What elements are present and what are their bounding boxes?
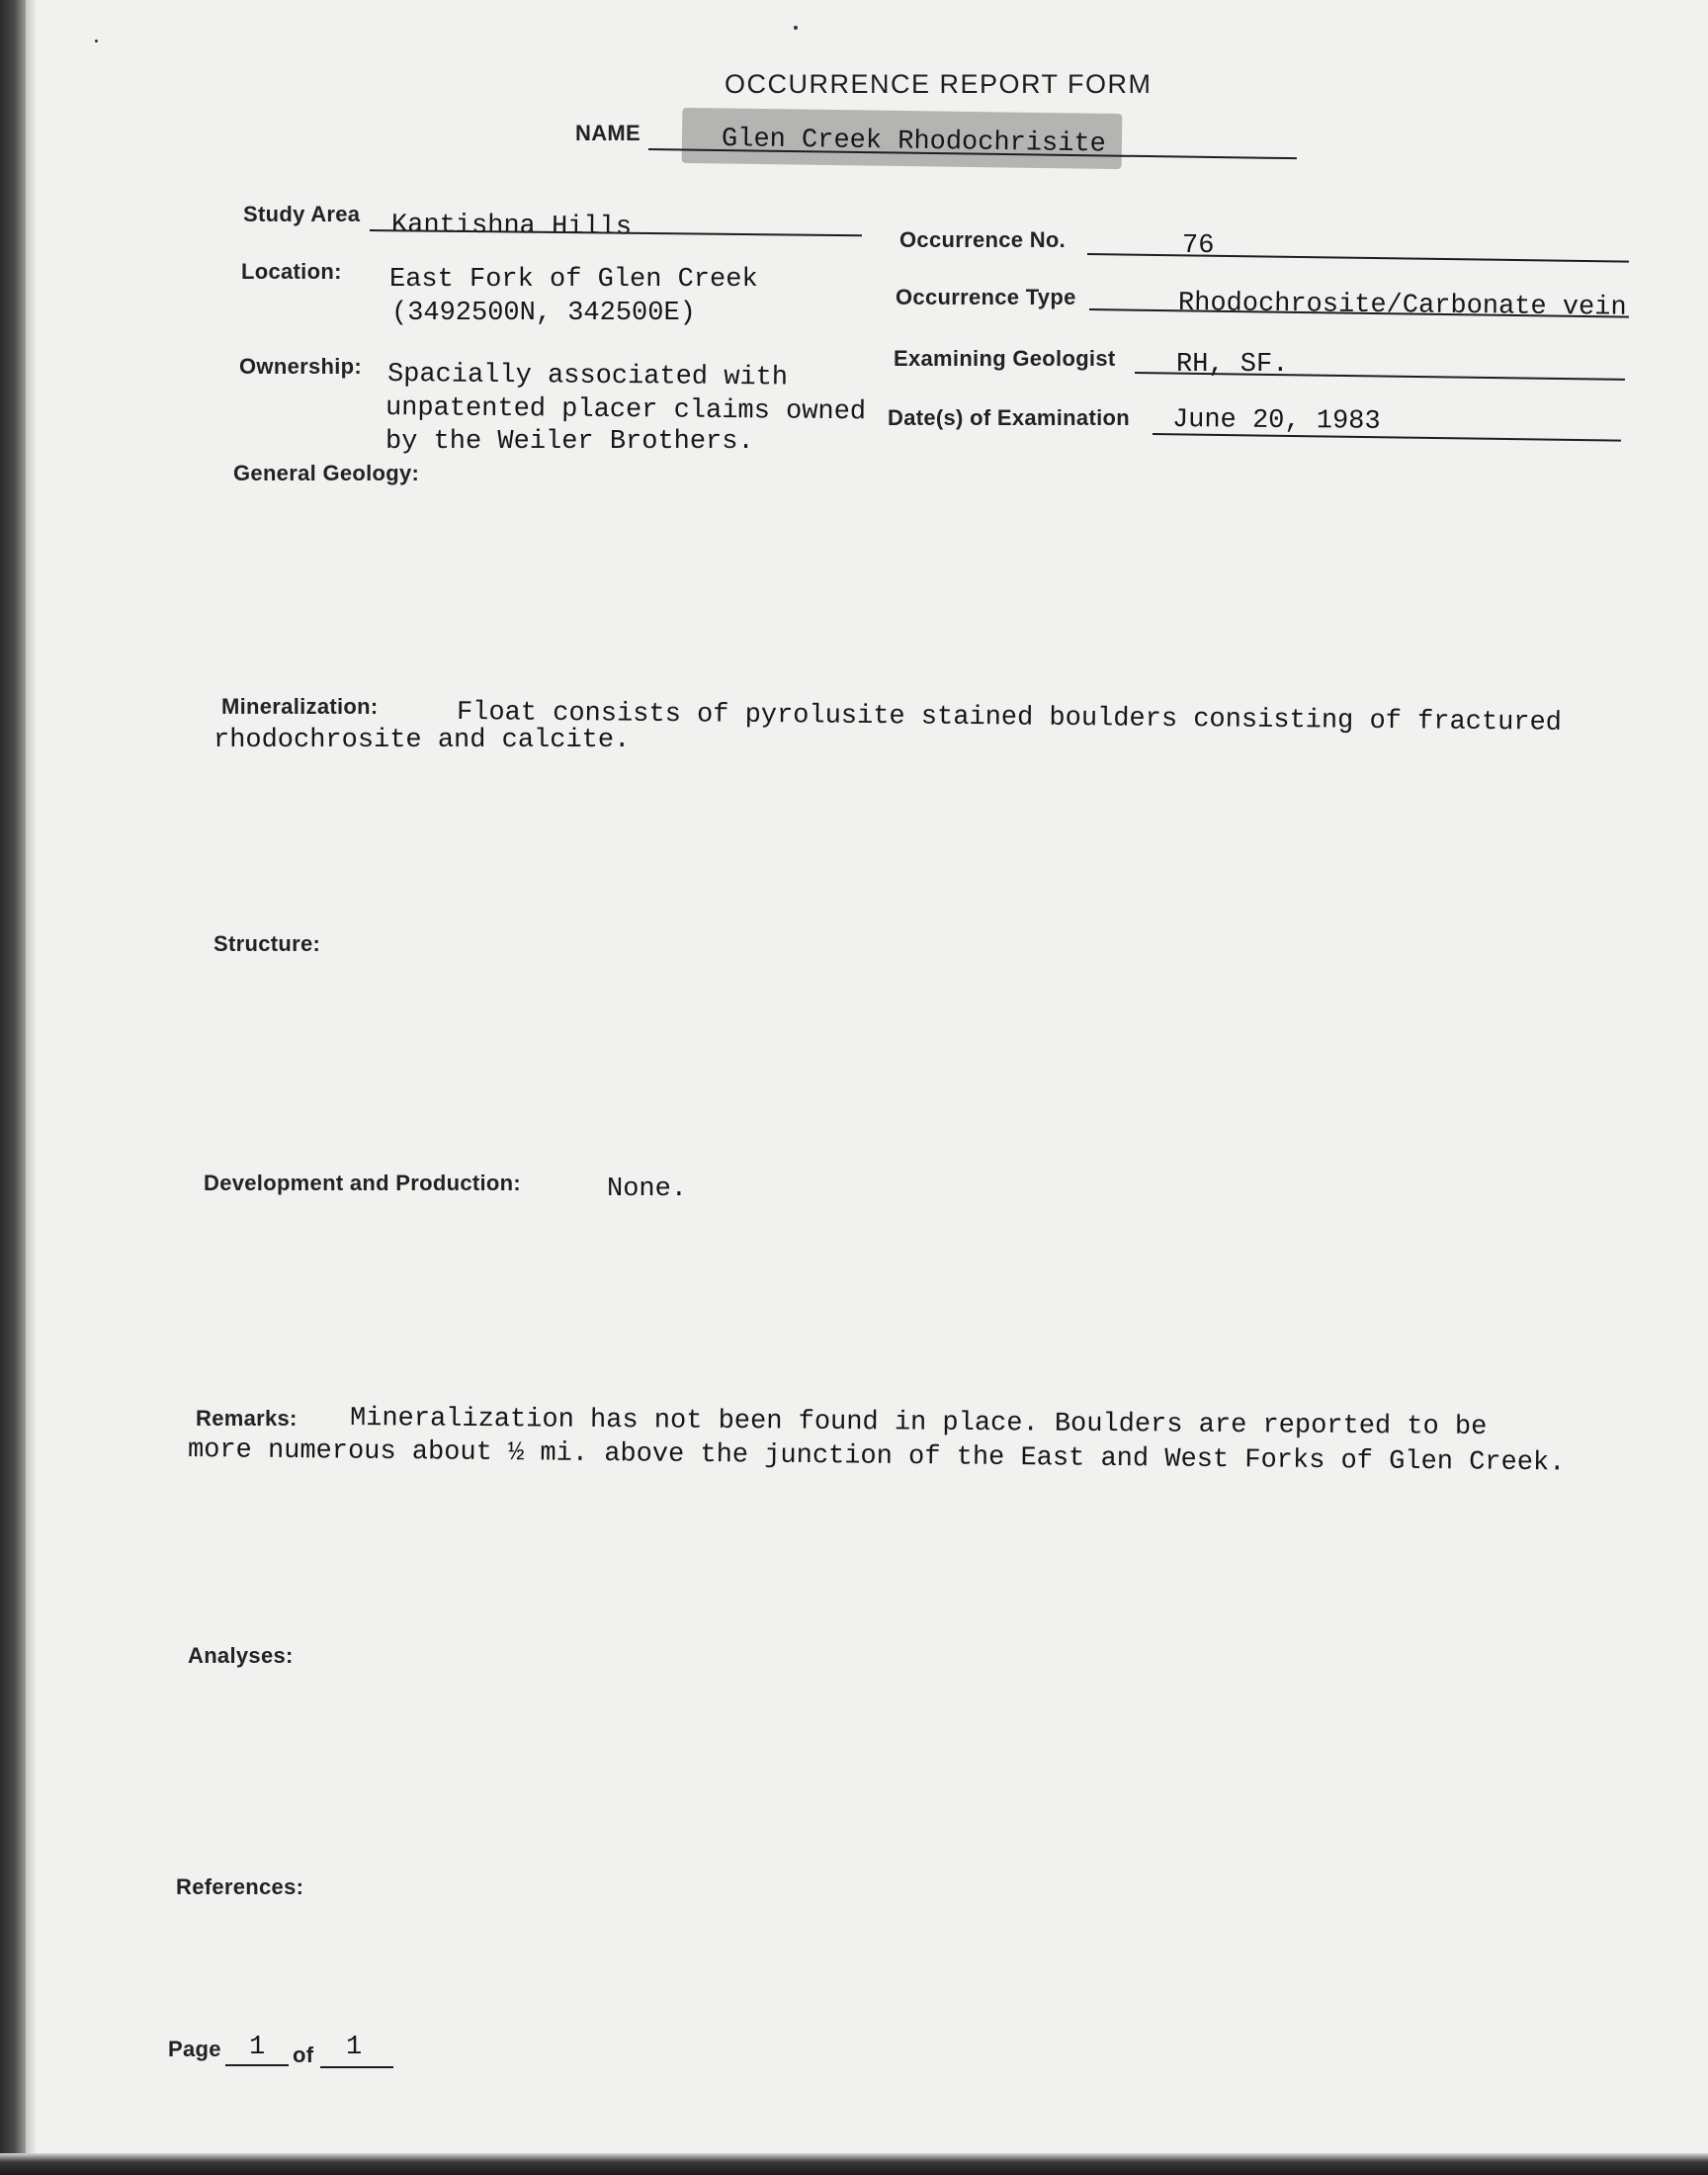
development-label: Development and Production: [204, 1171, 522, 1195]
ownership-line-1: Spacially associated with [386, 360, 789, 393]
ownership-line-2: unpatented placer claims owned [384, 393, 867, 428]
geologist-label: Examining Geologist [894, 346, 1116, 371]
occurrence-type-label: Occurrence Type [896, 285, 1076, 309]
name-value: Glen Creek Rhodochrisite [721, 125, 1107, 160]
of-label: of [293, 2043, 314, 2067]
page-edge-shadow [0, 0, 26, 2175]
occurrence-no-rule [1087, 253, 1629, 263]
page-edge-fade [26, 0, 36, 2175]
occurrence-no-value: 76 [1182, 231, 1215, 261]
page-number: 1 [249, 2033, 266, 2062]
name-label: NAME [575, 121, 640, 145]
page-bottom-shadow [0, 2153, 1708, 2175]
remarks-label: Remarks: [196, 1406, 298, 1431]
scan-speck [794, 26, 798, 30]
page-total: 1 [346, 2033, 363, 2062]
date-value: June 20, 1983 [1171, 405, 1381, 437]
occurrence-type-value: Rhodochrosite/Carbonate vein [1177, 289, 1627, 323]
remarks-line-1: Mineralization has not been found in place. Boulders are reported to be [349, 1404, 1488, 1443]
scan-speck [95, 40, 98, 43]
ownership-label: Ownership: [239, 354, 363, 379]
location-line-1: East Fork of Glen Creek [389, 265, 758, 295]
analyses-label: Analyses: [188, 1643, 294, 1668]
mineralization-line-1: Float consists of pyrolusite stained boulders consisting of fractured [456, 698, 1563, 739]
references-label: References: [176, 1874, 304, 1899]
page-number-rule [225, 2064, 289, 2066]
remarks-line-2: more numerous about ½ mi. above the junction of the East and West Forks of Glen Creek. [187, 1436, 1566, 1479]
location-label: Location: [241, 259, 342, 284]
date-rule [1153, 433, 1621, 442]
mineralization-label: Mineralization: [221, 694, 379, 719]
geologist-value: RH, SF. [1176, 350, 1289, 380]
mineralization-line-2: rhodochrosite and calcite. [214, 726, 631, 755]
general-geology-label: General Geology: [233, 461, 420, 485]
page-total-rule [320, 2066, 393, 2068]
page-label: Page [168, 2037, 221, 2061]
study-area-value: Kantishna Hills [390, 211, 633, 243]
study-area-label: Study Area [243, 202, 361, 226]
date-label: Date(s) of Examination [888, 405, 1130, 430]
ownership-line-3: by the Weiler Brothers. [385, 427, 754, 457]
location-line-2: (3492500N, 342500E) [391, 299, 696, 328]
development-value: None. [607, 1174, 688, 1204]
occurrence-no-label: Occurrence No. [899, 227, 1067, 252]
structure-label: Structure: [214, 931, 321, 956]
form-title: OCCURRENCE REPORT FORM [725, 69, 1153, 99]
